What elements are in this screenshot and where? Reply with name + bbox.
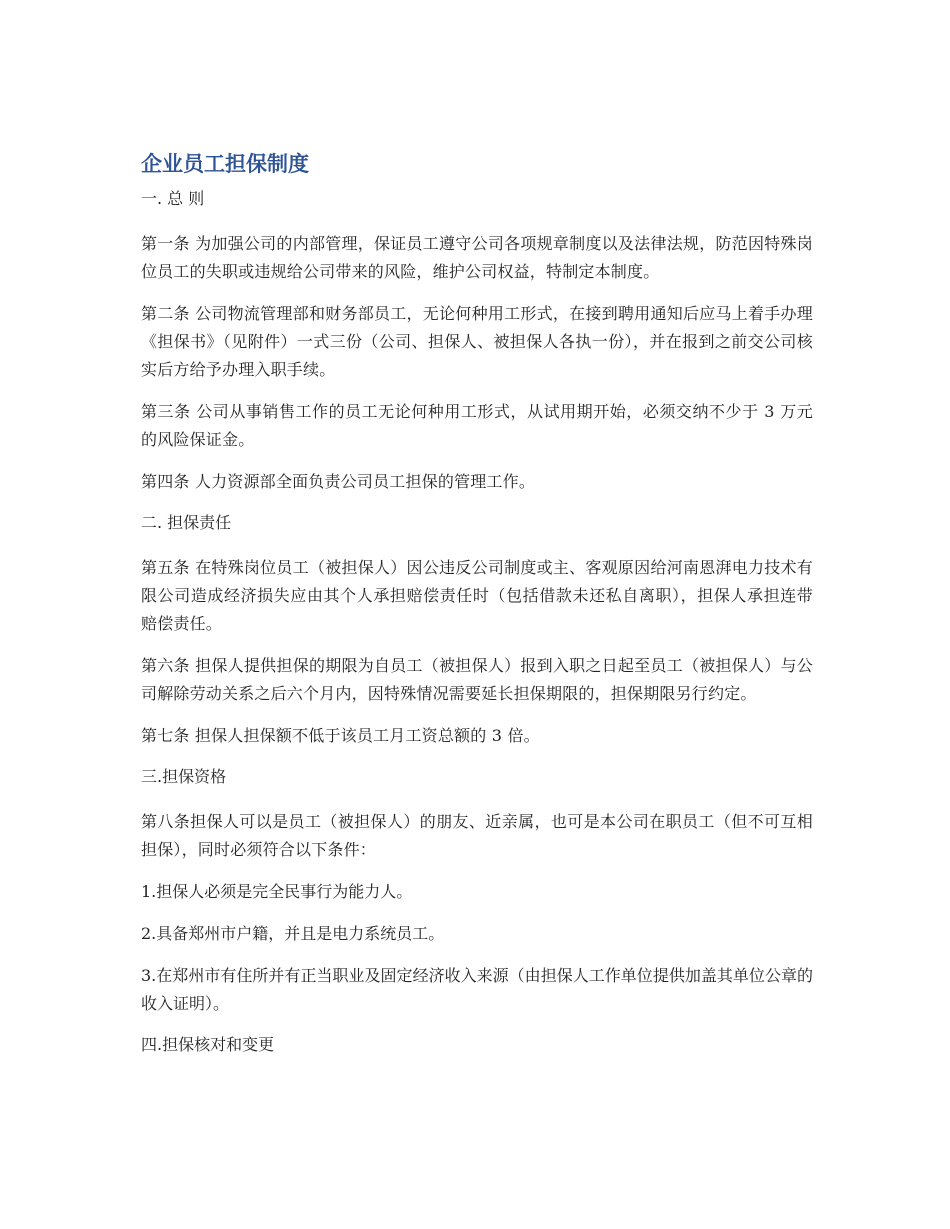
section-heading-responsibility: 二. 担保责任 [141,513,232,532]
section-heading-qualification: 三.担保资格 [141,767,227,786]
condition-3: 3.在郑州市有住所并有正当职业及固定经济收入来源（由担保人工作单位提供加盖其单位公章的收入证明）。 [141,966,813,1013]
document-page [141,148,813,1076]
document-title: 企业员工担保制度 [141,152,309,176]
section-heading-general: 一. 总 则 [141,189,205,208]
condition-2: 2.具备郑州市户籍，并且是电力系统员工。 [141,924,445,943]
article-2: 第二条 公司物流管理部和财务部员工，无论何种用工形式，在接到聘用通知后应马上着手办理《担保书》（见附件）一式三份（公司、担保人、被担保人各执一份），并在报到之前交公司核实后方给予办理入职手续。 [141,304,813,379]
article-5: 第五条 在特殊岗位员工（被担保人）因公违反公司制度或主、客观原因给河南恩湃电力技术有限公司造成经济损失应由其个人承担赔偿责任时（包括借款未还私自离职），担保人承担连带赔偿责任。 [141,558,813,633]
article-1: 第一条 为加强公司的内部管理，保证员工遵守公司各项规章制度以及法律法规，防范因特殊岗位员工的失职或违规给公司带来的风险，维护公司权益，特制定本制度。 [141,234,813,281]
section-heading-verification: 四.担保核对和变更 [141,1035,275,1054]
article-6: 第六条 担保人提供担保的期限为自员工（被担保人）报到入职之日起至员工（被担保人）与公司解除劳动关系之后六个月内，因特殊情况需要延长担保期限的，担保期限另行约定。 [141,656,813,703]
article-8: 第八条担保人可以是员工（被担保人）的朋友、近亲属，也可是本公司在职员工（但不可互相担保），同时必须符合以下条件： [141,812,813,859]
article-7: 第七条 担保人担保额不低于该员工月工资总额的 3 倍。 [141,726,540,745]
article-3: 第三条 公司从事销售工作的员工无论何种用工形式，从试用期开始，必须交纳不少于 3 万元的风险保证金。 [141,402,813,449]
condition-1: 1.担保人必须是完全民事行为能力人。 [141,882,413,901]
article-4: 第四条 人力资源部全面负责公司员工担保的管理工作。 [141,472,536,491]
